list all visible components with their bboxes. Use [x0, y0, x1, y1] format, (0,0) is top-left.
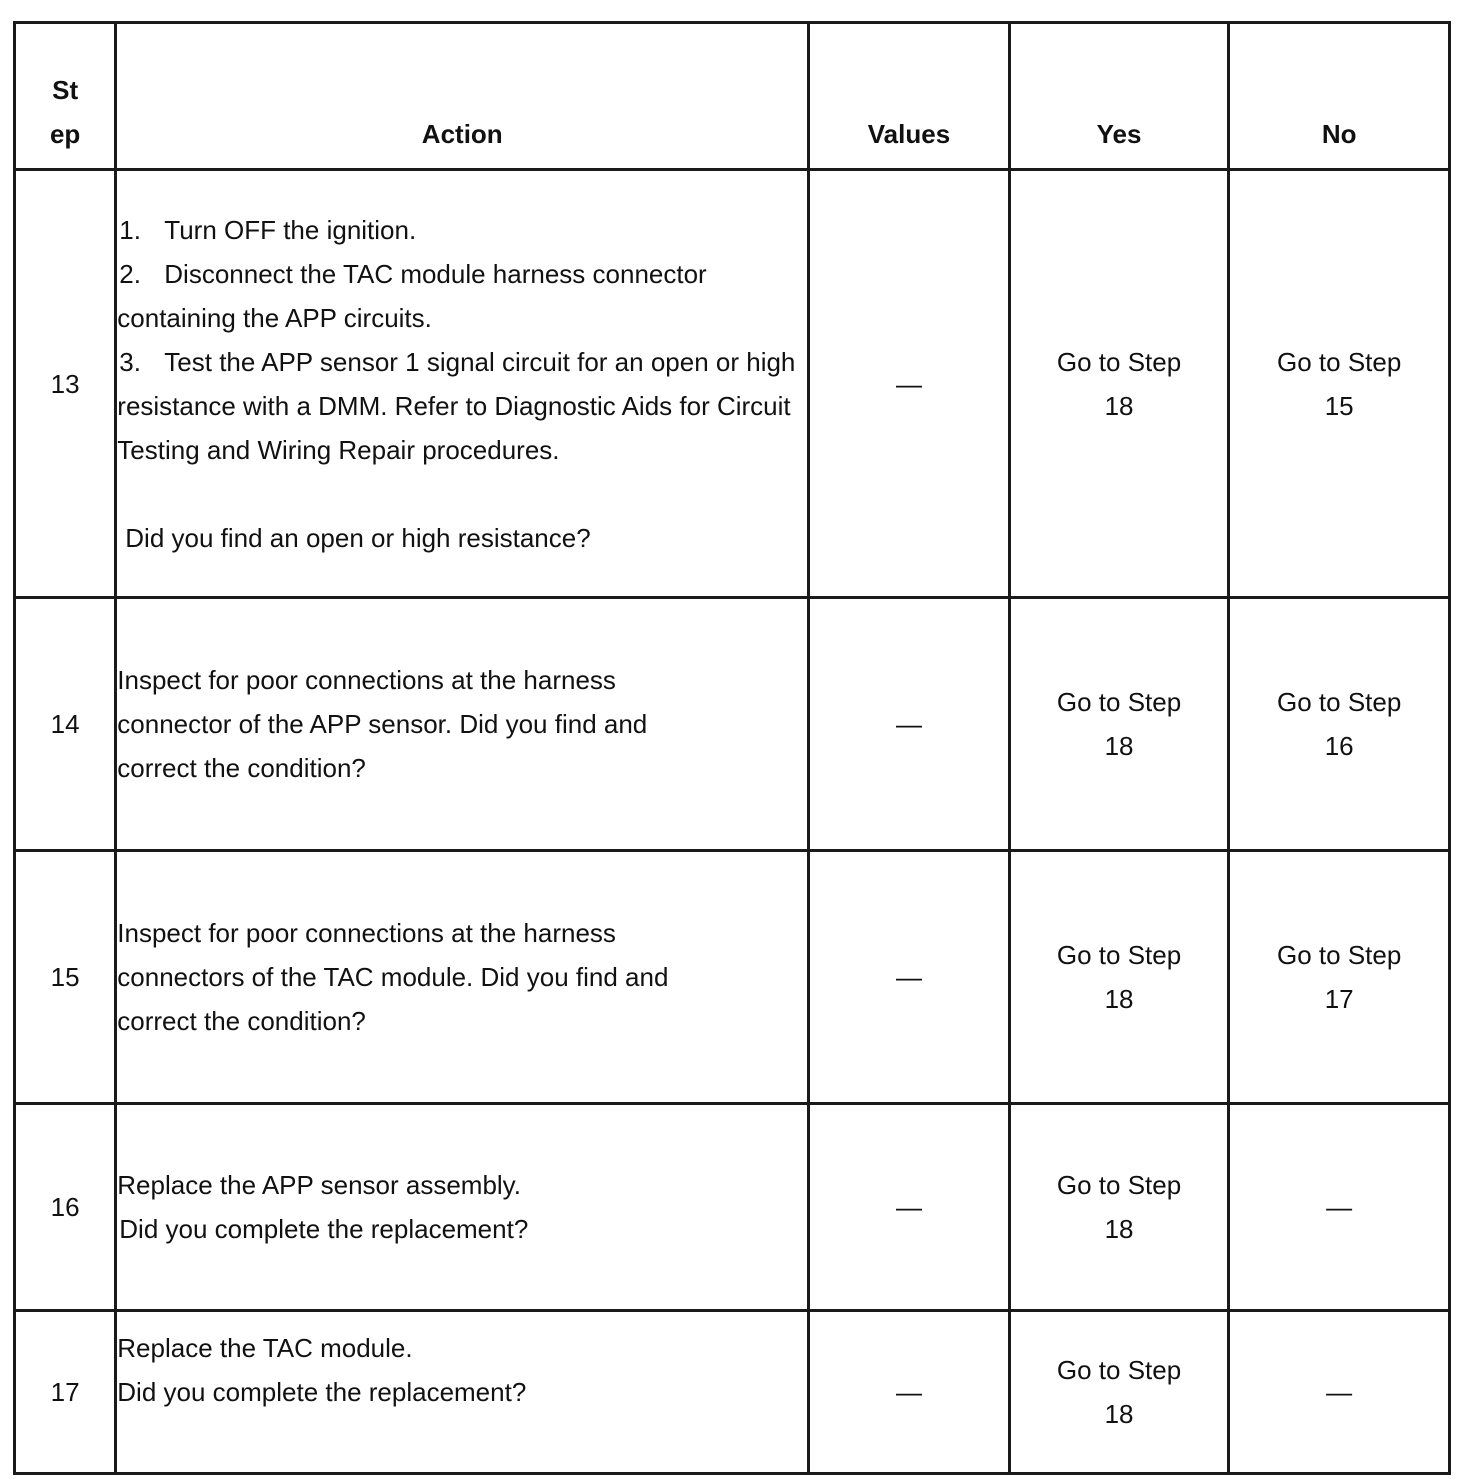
yes-goto-step: Go to Step 18	[1056, 1170, 1182, 1244]
header-no: No	[1229, 23, 1450, 170]
step-number: 14	[15, 598, 116, 851]
header-step-line1: St	[52, 75, 79, 105]
action-text: Inspect for poor connections at the harness connector of the APP sensor. Did you find and correct the condition?	[117, 665, 648, 783]
diagnostic-steps-table	[13, 21, 1451, 1475]
values-cell: —	[809, 1104, 1010, 1311]
header-yes: Yes	[1009, 23, 1229, 170]
action-question: Did you complete the replacement?	[119, 1214, 529, 1244]
values-cell: —	[809, 598, 1010, 851]
header-action: Action	[116, 23, 809, 170]
no-cell	[1229, 598, 1450, 851]
yes-goto-step: Go to Step 18	[1056, 346, 1182, 421]
no-cell	[1229, 170, 1450, 598]
action-item-number: 1.	[119, 214, 141, 245]
header-step-line2: ep	[49, 119, 81, 149]
step-number: 15	[15, 851, 116, 1104]
table-row	[15, 598, 1450, 851]
no-cell	[1229, 851, 1450, 1104]
action-question: Did you find an open or high resistance?	[125, 522, 591, 553]
no-cell	[1229, 1311, 1450, 1474]
action-cell	[116, 851, 809, 1104]
yes-goto-step: Go to Step 18	[1056, 940, 1182, 1014]
table-row	[15, 851, 1450, 1104]
table-row	[15, 1311, 1450, 1474]
action-item	[117, 208, 807, 252]
action-cell	[116, 598, 809, 851]
action-text: Replace the APP sensor assembly.	[117, 1170, 521, 1200]
step-number: 17	[15, 1311, 116, 1474]
action-item	[117, 252, 807, 340]
action-item-number: 3.	[119, 346, 141, 377]
header-row	[15, 23, 1450, 170]
action-item-number: 2.	[119, 258, 141, 289]
yes-cell	[1009, 851, 1229, 1104]
header-values: Values	[809, 23, 1010, 170]
values-cell: —	[809, 851, 1010, 1104]
yes-goto-step: Go to Step 18	[1056, 1355, 1182, 1429]
no-goto-step: Go to Step 16	[1277, 687, 1402, 761]
yes-cell	[1009, 1104, 1229, 1311]
no-dash: —	[1326, 1377, 1353, 1407]
no-goto-step: Go to Step 15	[1277, 346, 1402, 421]
action-text: Replace the TAC module.	[117, 1333, 413, 1363]
step-number: 16	[15, 1104, 116, 1311]
yes-cell	[1009, 598, 1229, 851]
header-step	[15, 23, 116, 170]
yes-cell	[1009, 1311, 1229, 1474]
action-cell	[116, 1104, 809, 1311]
no-cell	[1229, 1104, 1450, 1311]
action-cell	[116, 1311, 809, 1474]
yes-goto-step: Go to Step 18	[1056, 687, 1182, 761]
values-cell: —	[809, 1311, 1010, 1474]
action-cell	[116, 170, 809, 598]
table-row	[15, 170, 1450, 598]
no-dash: —	[1326, 1192, 1353, 1222]
action-text: Inspect for poor connections at the harness connectors of the TAC module. Did you find and correct the condition?	[117, 918, 669, 1036]
action-item-text: Disconnect the TAC module harness connector containing the APP circuits.	[117, 258, 707, 333]
table-row	[15, 1104, 1450, 1311]
action-item	[117, 340, 807, 472]
action-item-text: Test the APP sensor 1 signal circuit for an open or high resistance with a DMM. Refer to Diagnostic Aids for Circuit Testing and Wiring Repair procedures.	[117, 346, 796, 465]
action-item-text: Turn OFF the ignition.	[164, 214, 417, 245]
step-number: 13	[15, 170, 116, 598]
action-question: Did you complete the replacement?	[117, 1377, 527, 1407]
values-cell: —	[809, 170, 1010, 598]
no-goto-step: Go to Step 17	[1277, 940, 1402, 1014]
yes-cell	[1009, 170, 1229, 598]
